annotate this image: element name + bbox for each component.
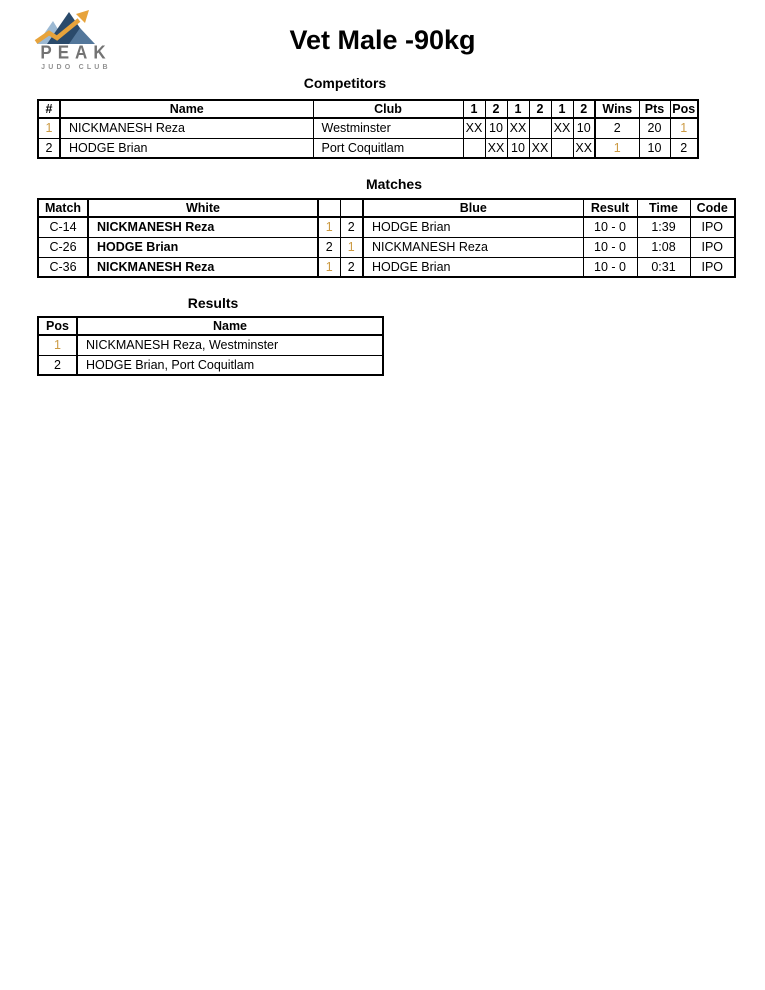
score-cell: XX — [573, 138, 595, 158]
competitor-num: 2 — [38, 138, 60, 158]
competitor-num: 1 — [38, 118, 60, 138]
blue-num-cell: 1 — [340, 237, 363, 257]
blue-name-cell: NICKMANESH Reza — [363, 237, 583, 257]
competitor-club: Port Coquitlam — [313, 138, 463, 158]
blue-num-cell: 2 — [340, 257, 363, 277]
result-row — [38, 335, 383, 355]
result-cell: 10 - 0 — [583, 237, 637, 257]
competitor-row — [38, 138, 698, 158]
result-name-cell: NICKMANESH Reza, Westminster — [77, 335, 383, 355]
wins-cell: 1 — [595, 138, 639, 158]
header-round-6: 2 — [573, 100, 595, 118]
header-match: Match — [38, 199, 88, 217]
results-header-row — [38, 317, 383, 335]
header-blue-num — [340, 199, 363, 217]
competitors-table — [37, 99, 699, 159]
header-round-1: 1 — [463, 100, 485, 118]
header-white: White — [88, 199, 318, 217]
pts-cell: 20 — [639, 118, 670, 138]
competitor-name: NICKMANESH Reza — [60, 118, 313, 138]
result-pos-cell: 1 — [38, 335, 77, 355]
score-cell: XX — [529, 138, 551, 158]
time-cell: 1:39 — [637, 217, 690, 237]
time-cell: 1:08 — [637, 237, 690, 257]
header-round-5: 1 — [551, 100, 573, 118]
logo-brand-text: PEAK — [40, 42, 112, 63]
header-wins: Wins — [595, 100, 639, 118]
pos-cell: 1 — [670, 118, 698, 138]
score-cell — [529, 118, 551, 138]
score-cell — [551, 138, 573, 158]
matches-header-row — [38, 199, 735, 217]
match-row — [38, 257, 735, 277]
header-name: Name — [77, 317, 383, 335]
match-row — [38, 237, 735, 257]
wins-cell: 2 — [595, 118, 639, 138]
code-cell: IPO — [690, 237, 735, 257]
header-round-2: 2 — [485, 100, 507, 118]
header-blue: Blue — [363, 199, 583, 217]
matches-heading: Matches — [365, 176, 423, 192]
results-table — [37, 316, 384, 376]
score-cell — [463, 138, 485, 158]
result-cell: 10 - 0 — [583, 217, 637, 237]
score-cell: XX — [507, 118, 529, 138]
blue-num-cell: 2 — [340, 217, 363, 237]
header-pos: Pos — [670, 100, 698, 118]
competitors-heading: Competitors — [303, 75, 387, 91]
result-name-cell: HODGE Brian, Port Coquitlam — [77, 355, 383, 375]
score-cell: 10 — [507, 138, 529, 158]
match-code-cell: C-36 — [38, 257, 88, 277]
header-round-3: 1 — [507, 100, 529, 118]
score-cell: XX — [485, 138, 507, 158]
score-cell: 10 — [573, 118, 595, 138]
match-code-cell: C-26 — [38, 237, 88, 257]
header-pts: Pts — [639, 100, 670, 118]
white-name-cell: HODGE Brian — [88, 237, 318, 257]
score-cell: XX — [463, 118, 485, 138]
blue-name-cell: HODGE Brian — [363, 217, 583, 237]
competitor-name: HODGE Brian — [60, 138, 313, 158]
result-pos-cell: 2 — [38, 355, 77, 375]
score-cell: 10 — [485, 118, 507, 138]
time-cell: 0:31 — [637, 257, 690, 277]
blue-name-cell: HODGE Brian — [363, 257, 583, 277]
header-time: Time — [637, 199, 690, 217]
white-num-cell: 1 — [318, 217, 340, 237]
header-club: Club — [313, 100, 463, 118]
header-code: Code — [690, 199, 735, 217]
header-result: Result — [583, 199, 637, 217]
page-title: Vet Male -90kg — [289, 25, 476, 55]
result-row — [38, 355, 383, 375]
logo-subtitle-text: JUDO CLUB — [41, 64, 111, 71]
header-pos: Pos — [38, 317, 77, 335]
match-code-cell: C-14 — [38, 217, 88, 237]
pos-cell: 2 — [670, 138, 698, 158]
white-num-cell: 1 — [318, 257, 340, 277]
competitor-club: Westminster — [313, 118, 463, 138]
code-cell: IPO — [690, 217, 735, 237]
result-cell: 10 - 0 — [583, 257, 637, 277]
score-cell: XX — [551, 118, 573, 138]
match-row — [38, 217, 735, 237]
matches-table — [37, 198, 736, 278]
results-heading: Results — [187, 295, 239, 311]
code-cell: IPO — [690, 257, 735, 277]
header-round-4: 2 — [529, 100, 551, 118]
white-name-cell: NICKMANESH Reza — [88, 217, 318, 237]
white-name-cell: NICKMANESH Reza — [88, 257, 318, 277]
white-num-cell: 2 — [318, 237, 340, 257]
header-white-num — [318, 199, 340, 217]
header-num: # — [38, 100, 60, 118]
pts-cell: 10 — [639, 138, 670, 158]
competitor-row — [38, 118, 698, 138]
header-name: Name — [60, 100, 313, 118]
competitors-header-row — [38, 100, 698, 118]
